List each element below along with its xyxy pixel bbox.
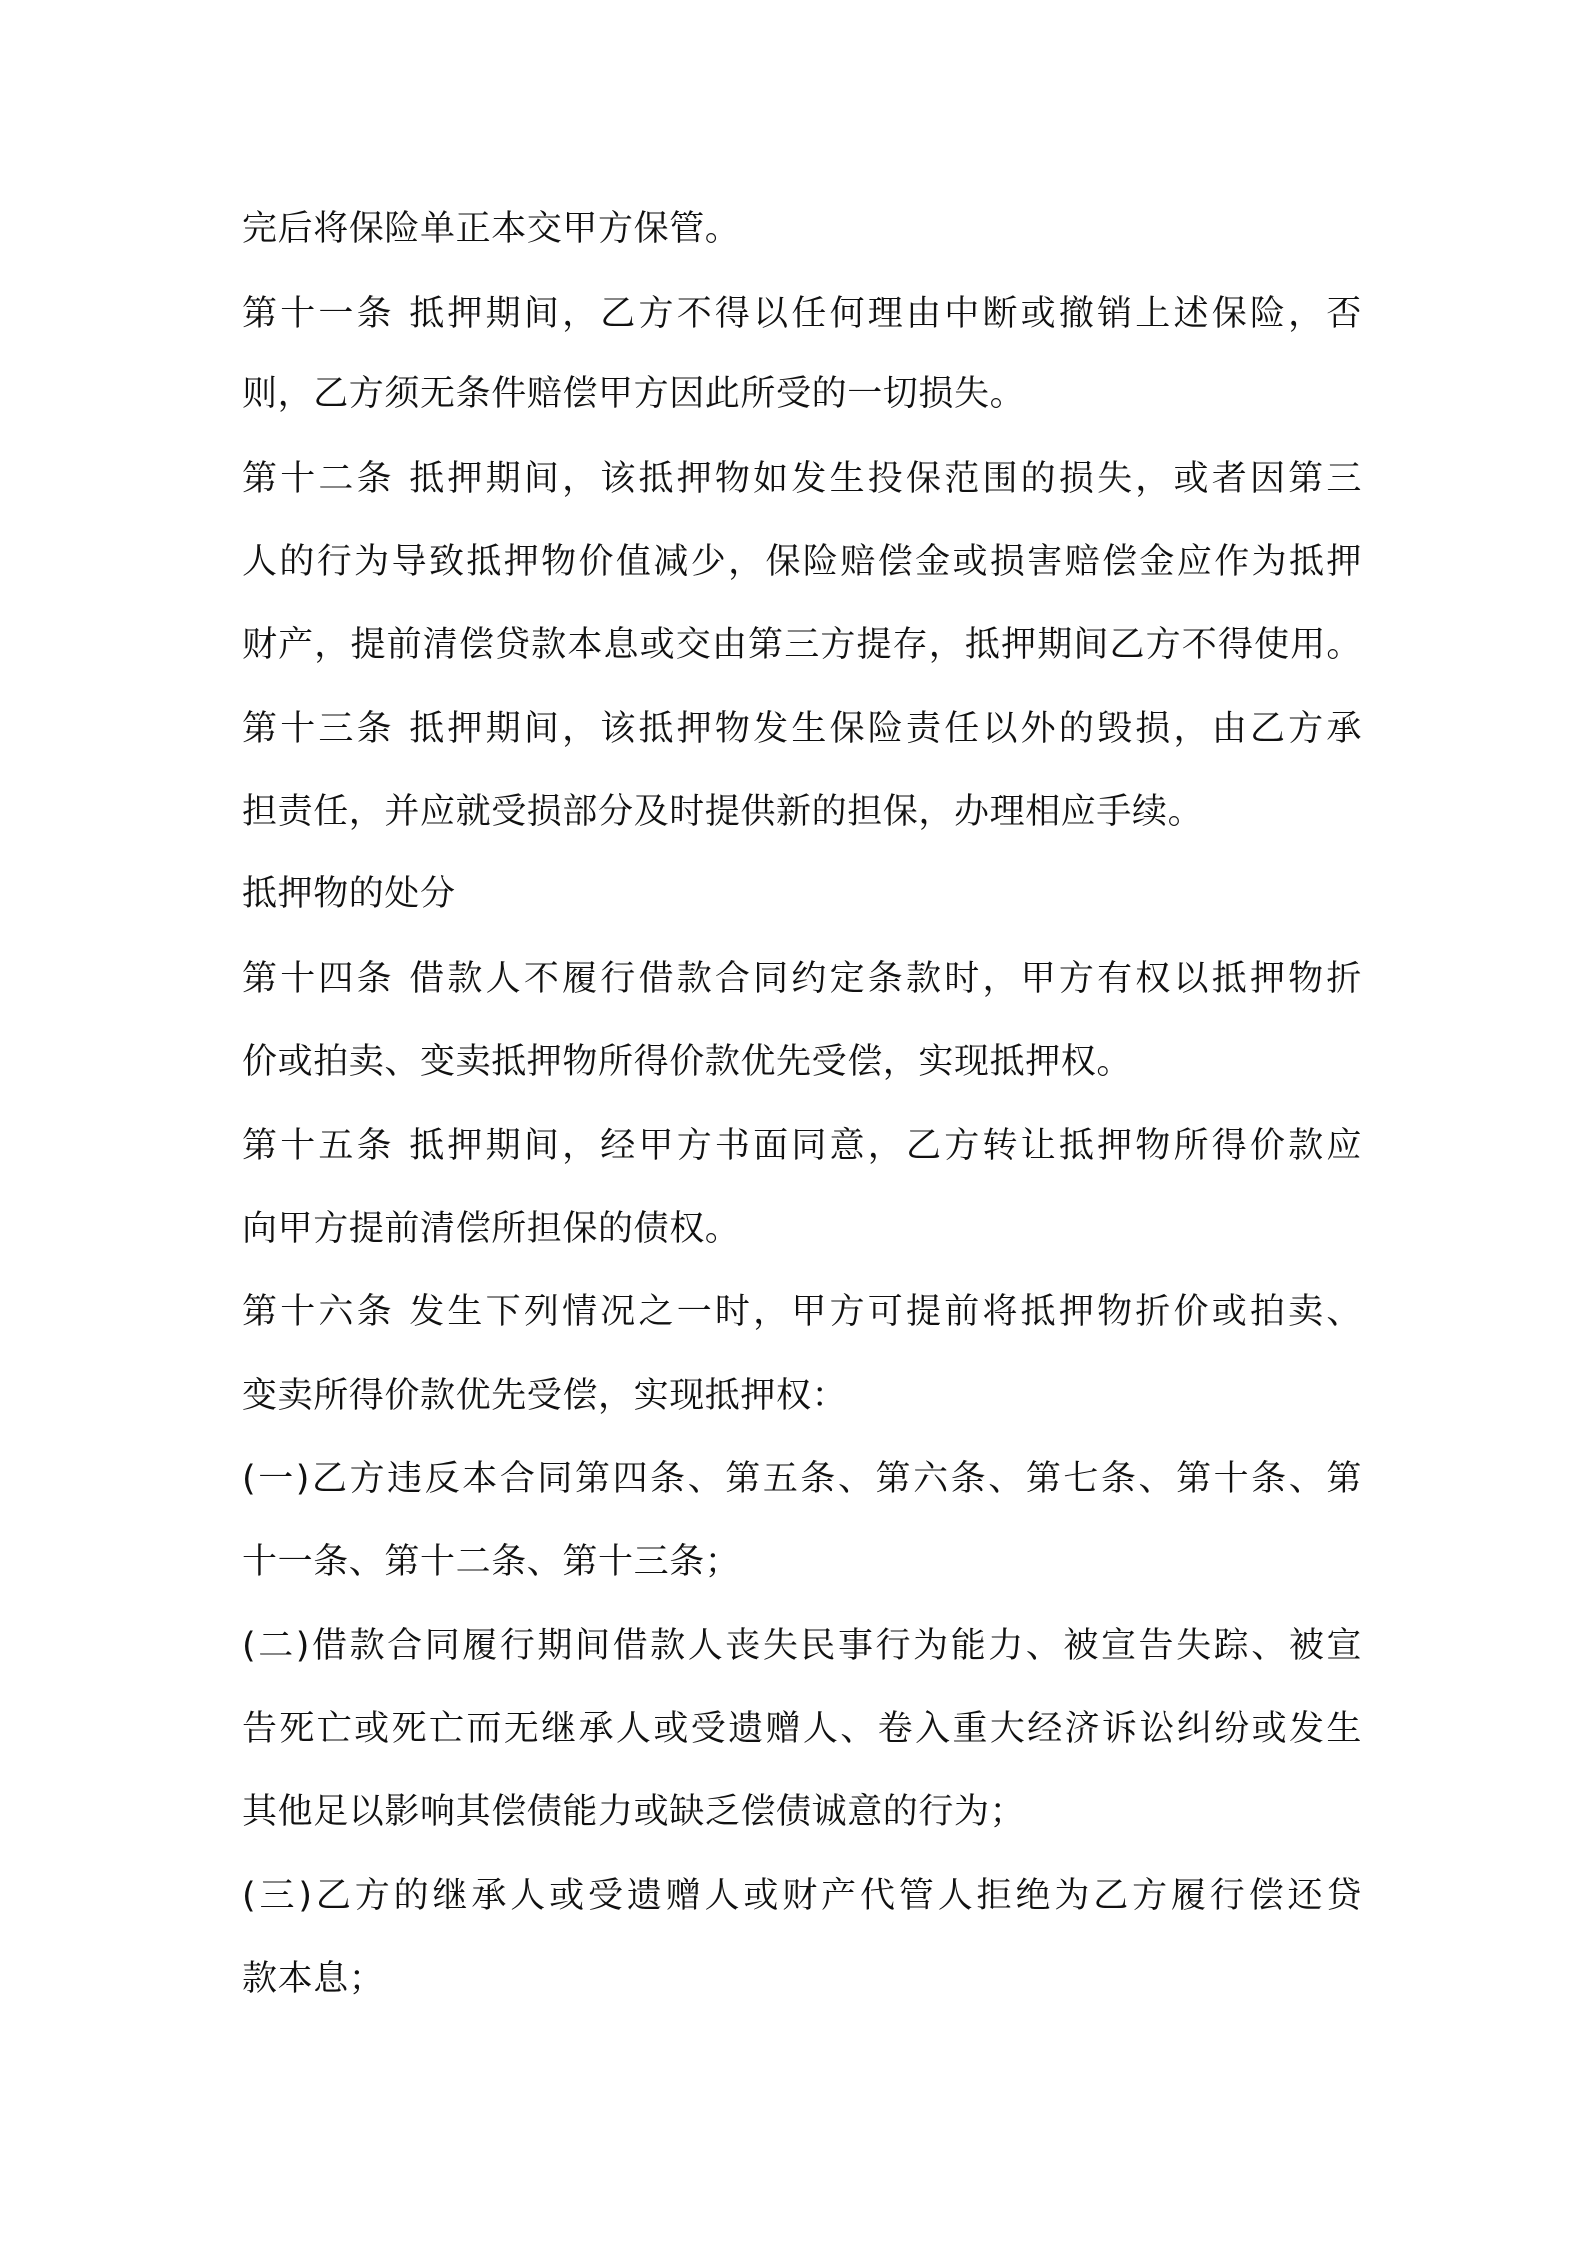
text-line: 价或拍卖、变卖抵押物所得价款优先受偿，实现抵押权。 — [242, 1042, 1133, 1082]
text-line: 人的行为导致抵押物价值减少，保险赔偿金或损害赔偿金应作为抵押 — [242, 542, 1362, 582]
text-line: 第十六条 发生下列情况之一时，甲方可提前将抵押物折价或拍卖、 — [242, 1292, 1362, 1332]
text-line: 第十四条 借款人不履行借款合同约定条款时，甲方有权以抵押物折 — [242, 959, 1362, 999]
text-line: 担责任，并应就受损部分及时提供新的担保，办理相应手续。 — [242, 792, 1204, 832]
text-line: 第十二条 抵押期间，该抵押物如发生投保范围的损失，或者因第三 — [242, 459, 1362, 499]
text-line: 变卖所得价款优先受偿，实现抵押权： — [242, 1376, 848, 1416]
text-line: 第十三条 抵押期间，该抵押物发生保险责任以外的毁损，由乙方承 — [242, 709, 1362, 749]
text-line: 款本息； — [242, 1959, 385, 1999]
text-line: 向甲方提前清偿所担保的债权。 — [242, 1209, 741, 1249]
text-line: 其他足以影响其偿债能力或缺乏偿债诚意的行为； — [242, 1792, 1026, 1832]
text-line: (二)借款合同履行期间借款人丧失民事行为能力、被宣告失踪、被宣 — [242, 1626, 1362, 1666]
text-line: 第十一条 抵押期间，乙方不得以任何理由中断或撤销上述保险，否 — [242, 294, 1362, 334]
section-heading: 抵押物的处分 — [242, 874, 456, 914]
text-line: 十一条、第十二条、第十三条； — [242, 1542, 741, 1582]
text-line: 则，乙方须无条件赔偿甲方因此所受的一切损失。 — [242, 374, 1026, 414]
text-line: 第十五条 抵押期间，经甲方书面同意，乙方转让抵押物所得价款应 — [242, 1126, 1362, 1166]
text-line: (三)乙方的继承人或受遗赠人或财产代管人拒绝为乙方履行偿还贷 — [242, 1876, 1362, 1916]
text-line: 完后将保险单正本交甲方保管。 — [242, 209, 741, 249]
text-line: 财产，提前清偿贷款本息或交由第三方提存，抵押期间乙方不得使用。 — [242, 625, 1362, 665]
text-line: (一)乙方违反本合同第四条、第五条、第六条、第七条、第十条、第 — [242, 1459, 1362, 1499]
text-line: 告死亡或死亡而无继承人或受遗赠人、卷入重大经济诉讼纠纷或发生 — [242, 1709, 1362, 1749]
